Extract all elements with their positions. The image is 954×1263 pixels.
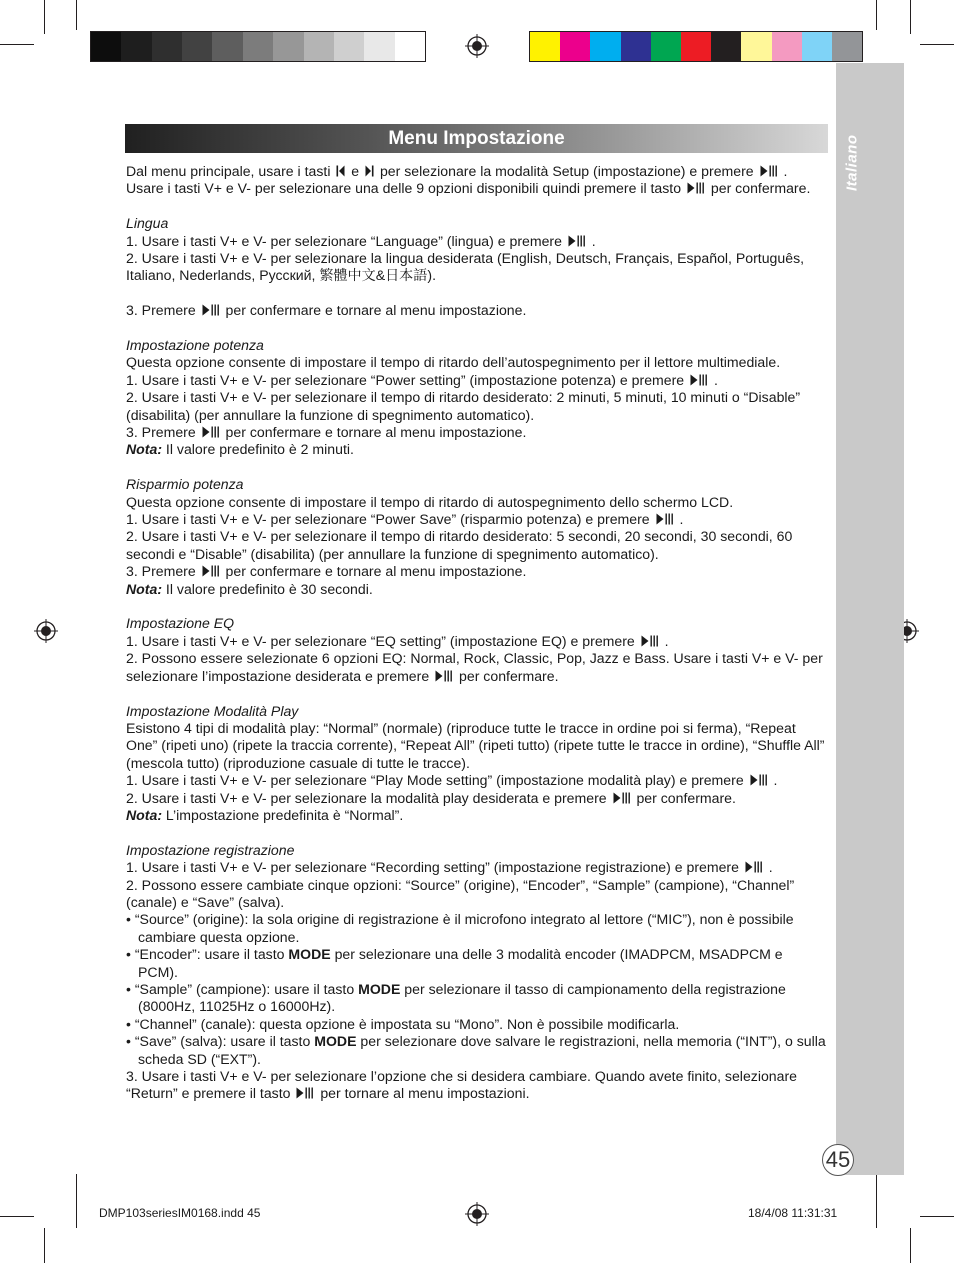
- play-pause-icon: [641, 635, 659, 647]
- note: Nota: Il valore predefinito è 30 secondi.: [126, 580, 373, 597]
- calibration-swatch: [772, 32, 802, 61]
- play-pause-icon: [568, 235, 586, 247]
- manual-body: [126, 163, 826, 1103]
- note: Nota: L’impostazione predefinita è “Normal”.: [126, 806, 404, 823]
- registration-mark-icon: [34, 619, 58, 643]
- bullet-item: • “Channel” (canale): questa opzione è impostata su “Mono”. Non è possibile modificarla.: [126, 1015, 680, 1032]
- calibration-swatch: [182, 32, 212, 61]
- play-pause-icon: [202, 426, 220, 438]
- intro-text: per selezionare la modalità Setup (impostazione) e premere: [376, 163, 758, 179]
- crop-mark: [876, 0, 877, 30]
- section-heading-eq: Impostazione EQ: [126, 615, 235, 632]
- calibration-swatch: [590, 32, 620, 61]
- calibration-swatch: [212, 32, 242, 61]
- calibration-swatch: [621, 32, 651, 61]
- section-heading-potenza: Impostazione potenza: [126, 337, 264, 354]
- play-pause-icon: [745, 861, 763, 873]
- calibration-swatch: [651, 32, 681, 61]
- side-tab-band: [836, 63, 904, 1175]
- intro-text: Usare i tasti V+ e V- per selezionare una delle 9 opzioni disponibili quindi premere il tasto: [126, 180, 685, 197]
- previous-icon: [336, 165, 345, 177]
- color-calibration-bar: [529, 31, 863, 62]
- intro-text: e: [347, 163, 364, 179]
- intro-text: Dal menu principale, usare i tasti: [126, 163, 335, 179]
- section-heading-play: Impostazione Modalità Play: [126, 702, 299, 719]
- calibration-swatch: [273, 32, 303, 61]
- play-pause-icon: [296, 1087, 314, 1099]
- section-description: Questa opzione consente di impostare il tempo di ritardo dell’autospegnimento per il lettore multimediale.: [126, 354, 781, 371]
- crop-mark: [44, 0, 45, 34]
- calibration-swatch: [741, 32, 771, 61]
- calibration-swatch: [304, 32, 334, 61]
- list-item: 2. Usare i tasti V+ e V- per selezionare la modalità play desiderata e premere per confermare.: [126, 789, 736, 806]
- list-item: 1. Usare i tasti V+ e V- per selezionare “Language” (lingua) e premere .: [126, 232, 596, 249]
- bullet-item: • “Source” (origine): la sola origine di registrazione è il microfono integrato al lettore (“MIC”), non è possibile cambiare questa opzione.: [126, 911, 794, 945]
- calibration-swatch: [530, 32, 560, 61]
- section-description: Questa opzione consente di impostare il tempo di ritardo di autospegnimento dello schermo LCD.: [126, 493, 734, 510]
- play-pause-icon: [613, 792, 631, 804]
- bullet-item: • “Encoder”: usare il tasto MODE per selezionare una delle 3 modalità encoder (IMADPCM, MSADPCM e PCM).: [126, 946, 783, 980]
- list-item: 3. Usare i tasti V+ e V- per selezionare l’opzione che si desidera cambiare. Quando avete finito, selezionare “Return” e premere il tasto per tornare al menu impostazioni.: [126, 1068, 798, 1102]
- list-item: 2. Possono essere cambiate cinque opzioni: “Source” (origine), “Encoder”, “Sample” (campione), “Channel” (canale) e “Save” (salva).: [126, 876, 795, 910]
- list-item: 2. Usare i tasti V+ e V- per selezionare la lingua desiderata (English, Deutsch, Français, Español, Português, Italiano, Nederlands, Русский, 繁體中文&日本語).: [126, 250, 805, 284]
- calibration-swatch: [91, 32, 121, 61]
- page-title: Menu Impostazione: [388, 128, 565, 149]
- calibration-swatch: [832, 32, 862, 61]
- section-heading-lingua: Lingua: [126, 215, 169, 232]
- calibration-swatch: [560, 32, 590, 61]
- section-description: Esistono 4 tipi di modalità play: “Normal” (normale) (riproduce tutte le tracce in ordine poi si ferma), “Repeat One” (ripeti uno) (ripete la traccia corrente), “Repeat All” (ripeti tutto) (ripete tutte le tracce in ordine), “Shuffle All” (mescola tutto) (riproduzione casuale di tutte le tracce).: [126, 719, 825, 771]
- grayscale-calibration-bar: [90, 31, 426, 62]
- crop-mark: [44, 1228, 45, 1263]
- next-icon: [365, 165, 374, 177]
- crop-mark: [76, 1174, 77, 1228]
- list-item: 1. Usare i tasti V+ e V- per selezionare “Play Mode setting” (impostazione modalità play) e premere .: [126, 772, 778, 789]
- language-side-label: Italiano: [843, 134, 861, 192]
- calibration-swatch: [711, 32, 741, 61]
- play-pause-icon: [760, 165, 778, 177]
- calibration-swatch: [243, 32, 273, 61]
- crop-mark: [76, 0, 77, 30]
- play-pause-icon: [750, 774, 768, 786]
- list-item: 1. Usare i tasti V+ e V- per selezionare “Recording setting” (impostazione registrazione) e premere .: [126, 859, 773, 876]
- section-heading-registrazione: Impostazione registrazione: [126, 841, 295, 858]
- registration-mark-icon: [465, 1202, 489, 1226]
- list-item: 1. Usare i tasti V+ e V- per selezionare “Power Save” (risparmio potenza) e premere .: [126, 511, 684, 528]
- play-pause-icon: [202, 304, 220, 316]
- list-item: 1. Usare i tasti V+ e V- per selezionare “EQ setting” (impostazione EQ) e premere .: [126, 632, 669, 649]
- calibration-swatch: [681, 32, 711, 61]
- calibration-swatch: [121, 32, 151, 61]
- intro-text: per confermare.: [706, 180, 811, 197]
- calibration-swatch: [334, 32, 364, 61]
- intro-text: .: [779, 163, 788, 179]
- play-pause-icon: [687, 182, 705, 194]
- crop-mark: [920, 1216, 954, 1217]
- calibration-swatch: [395, 32, 425, 61]
- calibration-swatch: [802, 32, 832, 61]
- crop-mark: [0, 44, 34, 45]
- crop-mark: [0, 1216, 34, 1217]
- section-title-bar: [125, 124, 828, 153]
- crop-mark: [910, 1228, 911, 1263]
- registration-mark-icon: [465, 34, 489, 58]
- crop-mark: [876, 1174, 877, 1228]
- note: Nota: Il valore predefinito è 2 minuti.: [126, 441, 354, 458]
- play-pause-icon: [656, 513, 674, 525]
- list-item: 1. Usare i tasti V+ e V- per selezionare “Power setting” (impostazione potenza) e premere .: [126, 371, 718, 388]
- bullet-item: • “Save” (salva): usare il tasto MODE per selezionare dove salvare le registrazioni, nella memoria (“INT”), o sulla scheda SD (“EXT”).: [126, 1033, 826, 1067]
- crop-mark: [910, 0, 911, 34]
- list-item: 3. Premere per confermare e tornare al menu impostazione.: [126, 563, 527, 580]
- footer-filename: DMP103seriesIM0168.indd 45: [99, 1206, 261, 1220]
- intro-paragraph: [126, 163, 826, 198]
- list-item: 3. Premere per confermare e tornare al menu impostazione.: [126, 424, 527, 441]
- footer-timestamp: 18/4/08 11:31:31: [748, 1206, 838, 1220]
- list-item: 2. Usare i tasti V+ e V- per selezionare il tempo di ritardo desiderato: 5 secondi, 20 secondi, 30 secondi, 60 secondi e “Disable” (disabilita) (per annullare la funzione di spegnimento automatico).: [126, 528, 793, 562]
- play-pause-icon: [435, 670, 453, 682]
- calibration-swatch: [152, 32, 182, 61]
- bullet-item: • “Sample” (campione): usare il tasto MODE per selezionare il tasso di campionamento della registrazione (8000Hz, 11025Hz o 16000Hz).: [126, 980, 786, 1015]
- list-item: 2. Possono essere selezionate 6 opzioni EQ: Normal, Rock, Classic, Pop, Jazz e Bass. Usare i tasti V+ e V- per selezionare l’impostazione desiderata e premere per confermare.: [126, 650, 823, 684]
- section-heading-risparmio: Risparmio potenza: [126, 476, 244, 493]
- page-number-badge: 45: [822, 1144, 854, 1176]
- list-item: 3. Premere per confermare e tornare al menu impostazione.: [126, 302, 527, 319]
- list-item: 2. Usare i tasti V+ e V- per selezionare il tempo di ritardo desiderato: 2 minuti, 5 minuti, 10 minuti o “Disable” (disabilita) (per annullare la funzione di spegnimento automatico).: [126, 389, 801, 423]
- calibration-swatch: [364, 32, 394, 61]
- crop-mark: [920, 44, 954, 45]
- play-pause-icon: [690, 374, 708, 386]
- play-pause-icon: [202, 565, 220, 577]
